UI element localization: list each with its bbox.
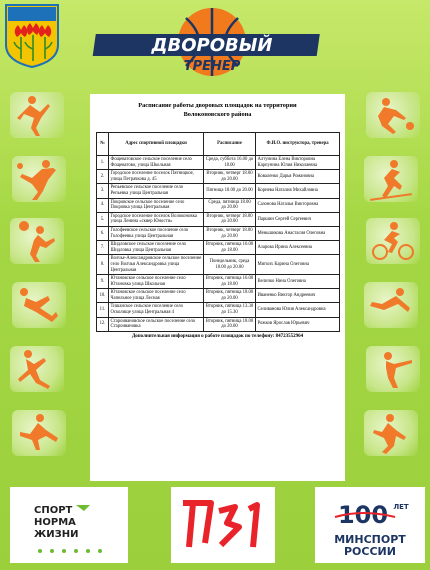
hurdles-icon [12, 410, 66, 456]
row-number: 8. [97, 255, 109, 275]
row-trainer: Меньшикова Анастасия Олеговна [256, 226, 340, 240]
row-schedule: Вторник, пятница 16.00 до 18.00 [204, 241, 256, 255]
row-schedule: Вторник, четверг 18.00 до 20.00 [204, 170, 256, 184]
row-schedule: Вторник, четверг 18.00 до 20.00 [204, 226, 256, 240]
row-schedule: Пятница 18.00 до 20.00 [204, 184, 256, 198]
table-row [97, 255, 340, 275]
cycling-icon [366, 218, 420, 264]
row-trainer: Селиванова Юлия Александровна [256, 303, 340, 317]
document-subtitle: Волоконовского района [183, 111, 252, 118]
row-schedule: Вторник, пятница 16.00 до 18.00 [204, 275, 256, 289]
row-address: Шидловское сельское поселение село Шидловка улица Центральная [109, 241, 204, 255]
sport-norm-line3: ЖИЗНИ [34, 529, 79, 540]
table-row [97, 241, 340, 255]
row-schedule: Понедельник, среда 18.00 до 20.00 [204, 255, 256, 275]
row-address: Городское поселение поселок Пятницкое, улица Петрачкова д. 45 [109, 170, 204, 184]
sport-icons-left [0, 92, 90, 492]
minsport-rossii-logo [315, 487, 425, 563]
table-row [97, 275, 340, 289]
column-header-number: № [97, 133, 109, 156]
row-trainer: Азарова Ирина Алексеевна [256, 241, 340, 255]
basketball-icon [10, 92, 64, 138]
row-number: 9. [97, 275, 109, 289]
row-trainer: Корнева Наталия Михайловна [256, 184, 340, 198]
table-row [97, 156, 340, 170]
row-number: 11. [97, 303, 109, 317]
row-trainer: Коваленко Дарья Романовна [256, 170, 340, 184]
row-trainer: Паршин Сергей Сергеевич [256, 212, 340, 226]
minsport-years: 100 [337, 501, 389, 529]
document-title: Расписание работы дворовых площадок на территории [138, 102, 297, 109]
row-number: 5. [97, 212, 109, 226]
row-number: 3. [97, 184, 109, 198]
row-number: 4. [97, 198, 109, 212]
gto-logo [171, 487, 275, 563]
row-number: 6. [97, 226, 109, 240]
row-schedule: Среда, пятница 18.00 до 20.00 [204, 198, 256, 212]
row-number: 2. [97, 170, 109, 184]
gymnastics-icon [12, 282, 66, 328]
minsport-line1: МИНСПОРТ [334, 533, 406, 546]
row-schedule: Вторник, пятница 18.00 до 20.00 [204, 289, 256, 303]
row-number: 12. [97, 317, 109, 331]
row-trainer: Мигких Карина Олеговна [256, 255, 340, 275]
table-row [97, 303, 340, 317]
volleyball-icon [10, 218, 64, 264]
row-trainer: Иваненко Виктор Андреевич [256, 289, 340, 303]
table-row [97, 170, 340, 184]
logo-title-line1: ДВОРОВЫЙ [151, 35, 273, 56]
badminton-icon [12, 156, 66, 202]
row-number: 1. [97, 156, 109, 170]
minsport-line2: РОССИИ [344, 545, 396, 558]
row-schedule: Среда, суббота 16.00 до 18.00 [204, 156, 256, 170]
row-schedule: Вторник, пятница 18.00 до 20.00 [204, 317, 256, 331]
table-header-row [97, 133, 340, 156]
row-address: Ютановское сельское поселение село Чапельное улица Лесная [109, 289, 204, 303]
schedule-document [90, 94, 345, 481]
coat-of-arms-icon [4, 3, 60, 69]
row-address: Голофеевское сельское поселение село Голофеевка улица Центральная [109, 226, 204, 240]
column-header-trainer: Ф.И.О. инструктора, тренера [256, 133, 340, 156]
row-address: Покровское сельское поселение село Покровка улица Центральная [109, 198, 204, 212]
row-trainer: Величко Нина Олеговна [256, 275, 340, 289]
table-row [97, 212, 340, 226]
ski-jump-icon [364, 282, 418, 328]
row-address: Ютановское сельское поселение село Ютановка улица Школьная [109, 275, 204, 289]
row-schedule: Вторник, пятница 13.30 до 15.30 [204, 303, 256, 317]
contact-footer: Дополнительная информация о работе площадок по телефону: 84723552964 [131, 333, 304, 339]
sprint-icon [10, 346, 64, 392]
row-address: Волчье-Александровское сельское поселение село Волчья Александровка улица Центральная [109, 255, 204, 275]
column-header-schedule: Расписание [204, 133, 256, 156]
row-address: Городское поселение поселок Волоконовка улица Ленина «сквер Юности» [109, 212, 204, 226]
row-schedule: Вторник, четверг 18.00 до 20.00 [204, 212, 256, 226]
row-number: 10. [97, 289, 109, 303]
row-address: Староивановское сельское поселение село Староивановка [109, 317, 204, 331]
row-trainer: Рожков Ярослав Юрьевич [256, 317, 340, 331]
sport-norm-line2: НОРМА [34, 517, 76, 528]
runner-icon [364, 410, 418, 456]
row-trainer: Сазонова Наталья Викторовна [256, 198, 340, 212]
row-address: Фощеватовское сельское поселение село Фощеватово, улица Школьная [109, 156, 204, 170]
shooting-icon [366, 346, 420, 392]
dvorovy-trener-logo [82, 4, 342, 86]
bowling-icon [366, 92, 420, 138]
schedule-rows [97, 156, 340, 332]
table-row [97, 317, 340, 331]
minsport-years-label: ЛЕТ [393, 503, 409, 511]
table-row [97, 184, 340, 198]
sport-icons-right [340, 92, 430, 492]
row-address: Репьевское сельское поселение село Репьевка улица Центральная [109, 184, 204, 198]
column-header-address: Адрес спортивной площадки [109, 133, 204, 156]
row-address: Тишанское сельское поселение село Осколище улица Центральная 4 [109, 303, 204, 317]
logo-title-line2: ТРЕНЕР [183, 59, 241, 74]
skiing-icon [364, 156, 418, 202]
table-row [97, 289, 340, 303]
sport-norma-zhizni-logo [10, 487, 128, 563]
sport-norm-line1: СПОРТ [34, 505, 73, 516]
table-row [97, 198, 340, 212]
row-number: 7. [97, 241, 109, 255]
schedule-table [96, 132, 340, 332]
table-row [97, 226, 340, 240]
row-trainer: Алтунина Елена Викторовна Карпунина Юлия Николаевна [256, 156, 340, 170]
